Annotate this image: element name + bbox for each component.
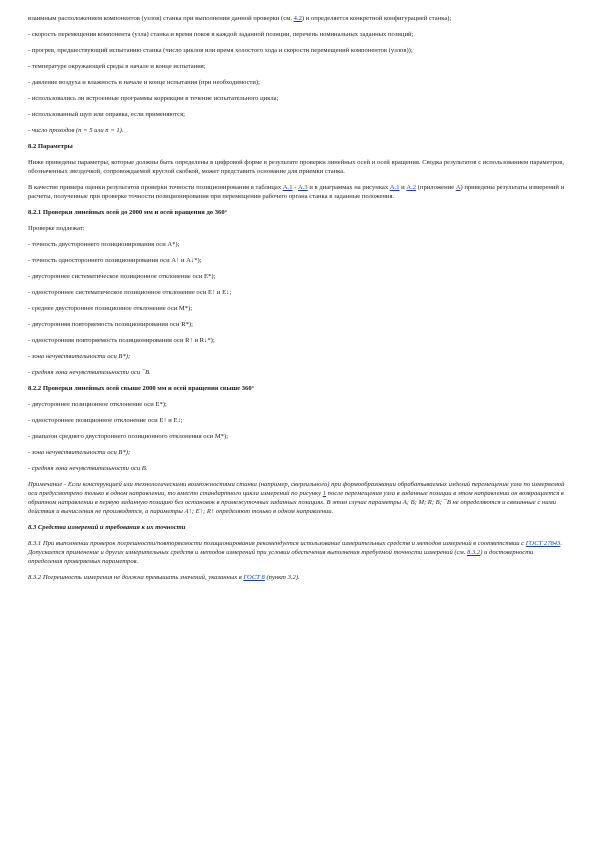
list-item: - давление воздуха и влажность в начале и конце испытания (при необходимости);	[28, 79, 260, 86]
list-item: - средняя зона нечувствительности оси B.	[28, 465, 148, 472]
list-item: - температуре окружающей среды в начале и конце испытания;	[28, 63, 206, 70]
list-item: - использованный щуп или оправка, если применяются;	[28, 111, 185, 118]
list-item: - скорость перемещения компонента (узла) станка и время покоя в каждой заданной позиции, перечень номинальных заданных позиций;	[28, 31, 414, 38]
list-item: - среднее двустороннее позиционное отклонение оси M*);	[28, 305, 193, 312]
list-item: - средняя зона нечувствительности оси ¯B.	[28, 369, 151, 376]
link-table-a3[interactable]: А.3	[298, 184, 308, 191]
paragraph-parameters: Ниже приведены параметры, которые должны быть определены в цифровой форме в результате проверки линейных осей и осей вращения. Сводка результатов с использованием параметров, обозначенных звездочкой, сопровождаемой круглой скобкой, может представить основание для приемки станка.	[28, 159, 564, 175]
document-page	[28, 14, 566, 582]
link-figure-1[interactable]: 1	[322, 490, 326, 497]
list-item: - двустороннее позиционное отклонение оси E*);	[28, 401, 167, 408]
list-item: - зона нечувствительности оси B*);	[28, 353, 131, 360]
link-appendix-a[interactable]: А	[455, 184, 461, 191]
list-item: - точность двустороннего позиционирования оси A*);	[28, 241, 180, 248]
section-heading-8-2-1: 8.2.1 Проверки линейных осей до 2000 мм и осей вращения до 360°	[28, 209, 228, 216]
list-item: - зона нечувствительности оси B*);	[28, 449, 131, 456]
link-figure-a2[interactable]: А.2	[406, 184, 417, 191]
list-item: - диапазон среднего двустороннего позиционного отклонения оси M*);	[28, 433, 229, 440]
link-gost-8[interactable]: ГОСТ 8	[243, 574, 265, 581]
section-heading-8-2-2: 8.2.2 Проверки линейных осей свыше 2000 мм и осей вращения свыше 360°	[28, 385, 255, 392]
section-heading-8-3: 8.3 Средства измерений и требования к их точности	[28, 524, 186, 531]
link-gost-27843[interactable]: ГОСТ 27843	[525, 540, 561, 547]
paragraph-config: взаимным расположением компонентов (узлов) станка при выполнении данной проверки (см. 4.2) и определяется конкретной конфигурацией станка);	[28, 15, 452, 22]
list-item: - двусторонняя повторяемость позиционирования оси R*);	[28, 321, 193, 328]
link-8-3-2[interactable]: 8.3.2	[467, 549, 481, 556]
list-item: - одностороннее позиционное отклонение оси E↑ и E↓;	[28, 417, 183, 424]
list-item: - прогрев, предшествующий испытанию станка (число циклов или время холостого хода и скорости перемещений компонентов (узлов));	[28, 47, 413, 54]
paragraph-8-3-2: 8.3.2 Погрешность измерения не должна превышать значений, указанных в ГОСТ 8 (пункт 3.2).	[28, 574, 300, 581]
paragraph-example: В качестве примера оценки результатов проверки точности позиционирования в таблицах А.1 - А.3 и в диаграммах на рисунках А.1 и А.2 (приложение А) приведены результаты измерений и расчеты, полученные при проверке точности позиционирования при перемещении рабочего органа станка в заданные положения.	[28, 184, 565, 200]
section-heading-8-2: 8.2 Параметры	[28, 143, 73, 150]
list-item: - двустороннее систематическое позиционное отклонение оси E*);	[28, 273, 216, 280]
link-4-2[interactable]: 4.2	[293, 15, 302, 22]
list-item: - точность одностороннего позиционирования оси A↑ и A↓*);	[28, 257, 202, 264]
link-figure-a1[interactable]: А.1	[389, 184, 400, 191]
link-table-a1[interactable]: А.1	[282, 184, 293, 191]
list-item: - односторонняя повторяемость позиционирования оси R↑ и R↓*);	[28, 337, 215, 344]
list-item: - число проходов (n = 5 или n = 1).	[28, 127, 124, 134]
list-item: - использовались ли встроенные программы коррекции в течение испытательного цикла;	[28, 95, 279, 102]
note-paragraph: Примечание - Если конструкцией или технологическими возможностями станка (например, сверлильного) при формообразовании обрабатываемых изделий перемещение узла по измеряемой оси предусмотрено только в одном направлении, то вместо стандартного цикла измерений по рисунку 1 после перемещения узла в заданные позиции в этом направлении он возвращается в обратном направлении в первую заданную позицию без остановок в промежуточных заданных позициях. В этом случае параметры A; B; M; R; B; ¯B не определяются и связанные с ними действия и вычисления не производятся, а параметры A↑; E↑; R↑ определяют только в одном направлении.	[28, 481, 565, 515]
list-item: - одностороннее систематическое позиционное отклонение оси E↑ и E↓;	[28, 289, 232, 296]
paragraph-subject: Проверке подлежат:	[28, 225, 85, 232]
paragraph-8-3-1: 8.3.1 При выполнении проверок погрешности/повторяемости позиционирования рекомендуется использование измерительных средств и методов измерений в соответствии с ГОСТ 27843. Допускается применение и других измерительных средств и методов измерений при условии обеспечения выполнения требуемой точности измерений (см. 8.3.2) и достоверности определения проверяемых параметров.	[28, 540, 563, 565]
